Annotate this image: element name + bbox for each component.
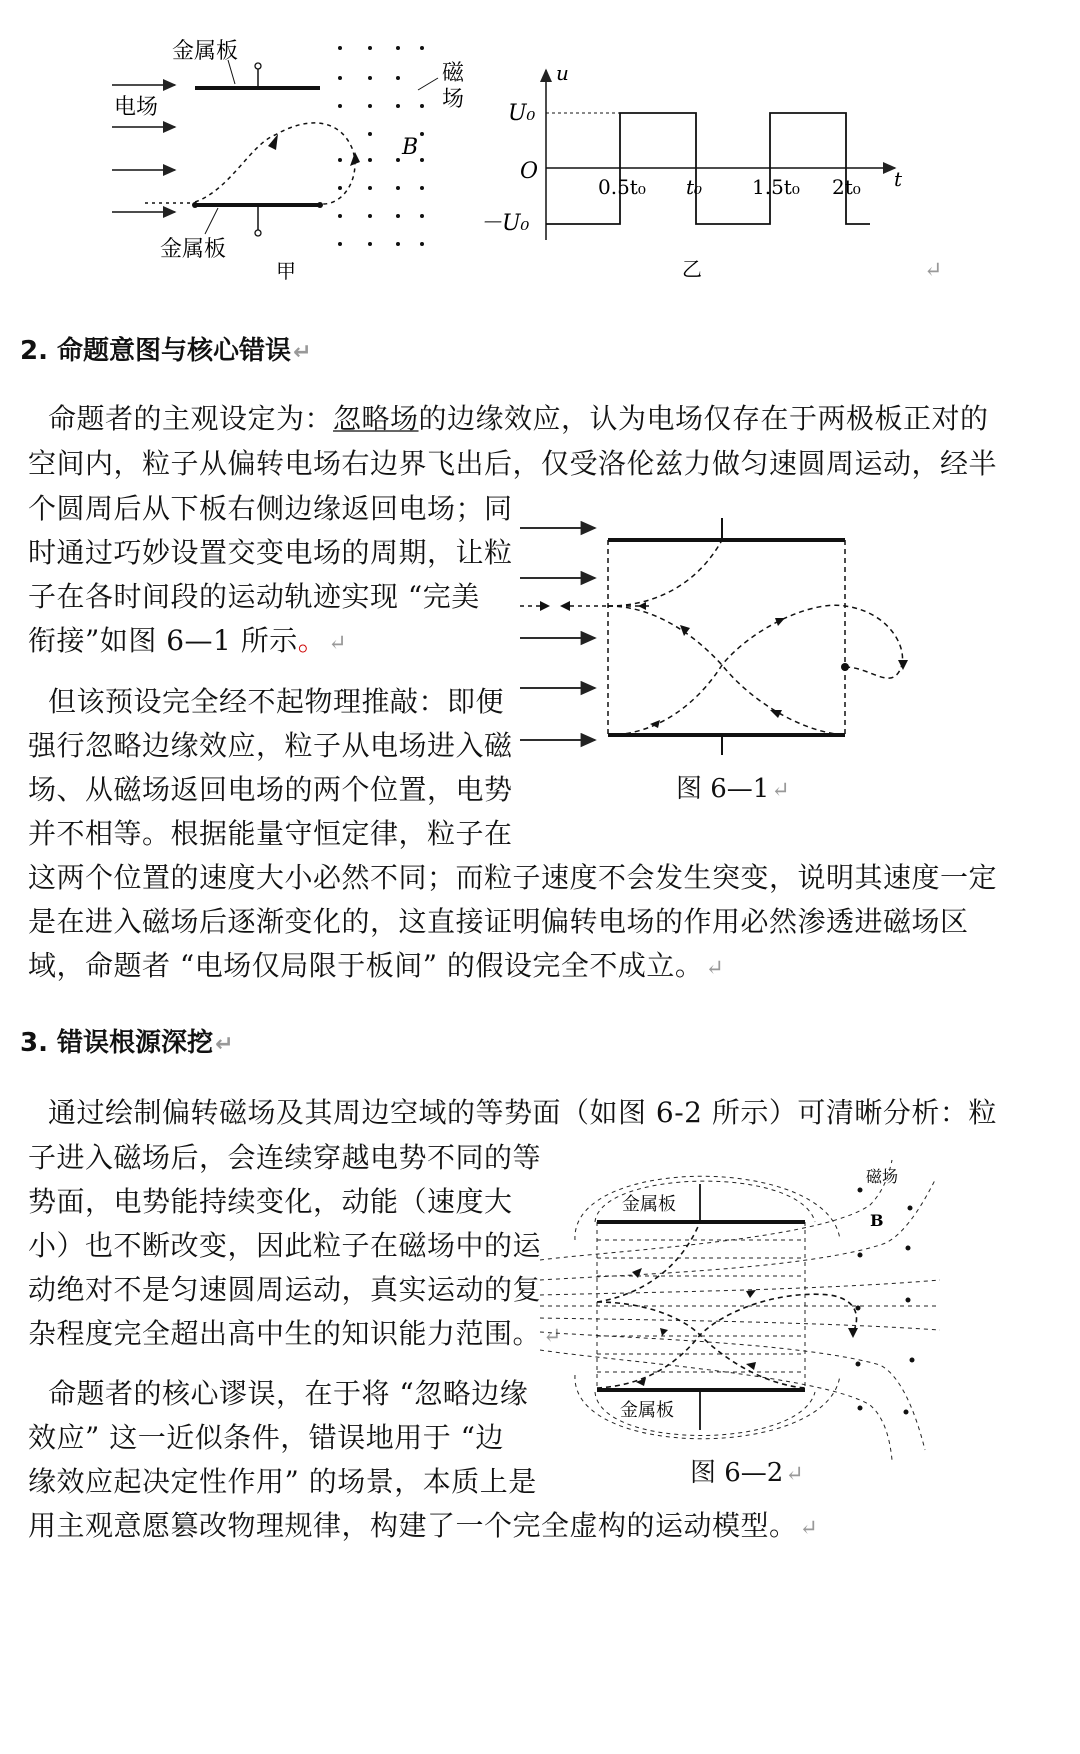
b-label: B <box>402 135 419 160</box>
magnet-label: 磁场 <box>866 1167 899 1186</box>
magnet-label-2: 场 <box>442 87 465 112</box>
paragraph-line: 个圆周后从下板右侧边缘返回电场；同 <box>28 492 513 525</box>
plate-bottom-label: 金属板 <box>160 237 227 262</box>
plate-top-label: 金属板 <box>172 39 239 64</box>
figure-yi <box>470 58 910 288</box>
figure-6-2-caption: 图 6—2↵ <box>690 1458 804 1488</box>
tick-label: 2t₀ <box>832 175 861 199</box>
paragraph-line: 空间内，粒子从偏转电场右边界飞出后，仅受洛伦兹力做匀速圆周运动，经半 <box>28 447 998 480</box>
paragraph-line: 这两个位置的速度大小必然不同；而粒子速度不会发生突变，说明其速度一定 <box>28 861 998 894</box>
paragraph-line: 通过绘制偏转磁场及其周边空域的等势面（如图 6-2 所示）可清晰分析：粒 <box>48 1096 997 1129</box>
paragraph-line: 强行忽略边缘效应，粒子从电场进入磁 <box>28 729 513 762</box>
section2-heading: 2. 命题意图与核心错误↵ <box>20 336 312 366</box>
t-axis-label: t <box>894 167 903 191</box>
figure-6-2 <box>540 1150 940 1470</box>
return-mark: ↵ <box>924 258 943 283</box>
paragraph-line: 并不相等。根据能量守恒定律，粒子在 <box>28 817 513 850</box>
b-label: B <box>870 1211 884 1230</box>
paragraph-line: 场、从磁场返回电场的两个位置，电势 <box>28 773 513 806</box>
paragraph-line: 但该预设完全经不起物理推敲：即便 <box>48 685 505 718</box>
paragraph-line: 动绝对不是匀速圆周运动，真实运动的复 <box>28 1273 542 1306</box>
paragraph-line: 杂程度完全超出高中生的知识能力范围。↵ <box>28 1317 562 1350</box>
figure-jia-caption: 甲 <box>276 259 296 283</box>
section3-heading: 3. 错误根源深挖↵ <box>20 1028 234 1058</box>
figure-6-1-caption: 图 6—1↵ <box>676 774 790 804</box>
tick-label: t₀ <box>686 175 703 199</box>
magnet-label-1: 磁 <box>442 61 465 86</box>
tick-label: 1.5t₀ <box>752 175 800 199</box>
paragraph-line: 用主观意愿篡改物理规律，构建了一个完全虚构的运动模型。↵ <box>28 1509 819 1542</box>
paragraph-line: 命题者的核心谬误，在于将 “忽略边缘 <box>48 1377 529 1410</box>
paragraph-line: 时通过巧妙设置交变电场的周期，让粒 <box>28 536 513 569</box>
origin-label: O <box>520 159 539 184</box>
paragraph-line: 势面，电势能持续变化，动能（速度大 <box>28 1185 513 1218</box>
paragraph-line: 衔接”如图 6—1 所示。↵ <box>28 624 348 657</box>
paragraph-line: 缘效应起决定性作用” 的场景，本质上是 <box>28 1465 537 1498</box>
neg-u0-label: －U₀ <box>480 211 530 236</box>
paragraph-line: 子在各时间段的运动轨迹实现 “完美 <box>28 580 480 613</box>
paragraph-line: 子进入磁场后，会连续穿越电势不同的等 <box>28 1141 542 1174</box>
figure-yi-caption: 乙 <box>682 257 702 281</box>
paragraph-line: 效应” 这一近似条件，错误地用于 “边 <box>28 1421 504 1454</box>
paragraph-line: 是在进入磁场后逐渐变化的，这直接证明偏转电场的作用必然渗透进磁场区 <box>28 905 969 938</box>
plate-bottom-label: 金属板 <box>620 1400 674 1421</box>
efield-label: 电场 <box>114 95 159 120</box>
figure-jia <box>100 30 500 290</box>
paragraph-line: 小）也不断改变，因此粒子在磁场中的运 <box>28 1229 542 1262</box>
paragraph-line: 域，命题者 “电场仅局限于板间” 的假设完全不成立。↵ <box>28 949 725 982</box>
paragraph-line: 命题者的主观设定为：忽略场的边缘效应，认为电场仅存在于两极板正对的 <box>48 402 989 435</box>
figure-6-1 <box>510 510 930 760</box>
u0-label: U₀ <box>508 101 536 126</box>
plate-top-label: 金属板 <box>622 1194 676 1215</box>
tick-label: 0.5t₀ <box>598 175 646 199</box>
u-axis-label: u <box>556 61 569 85</box>
